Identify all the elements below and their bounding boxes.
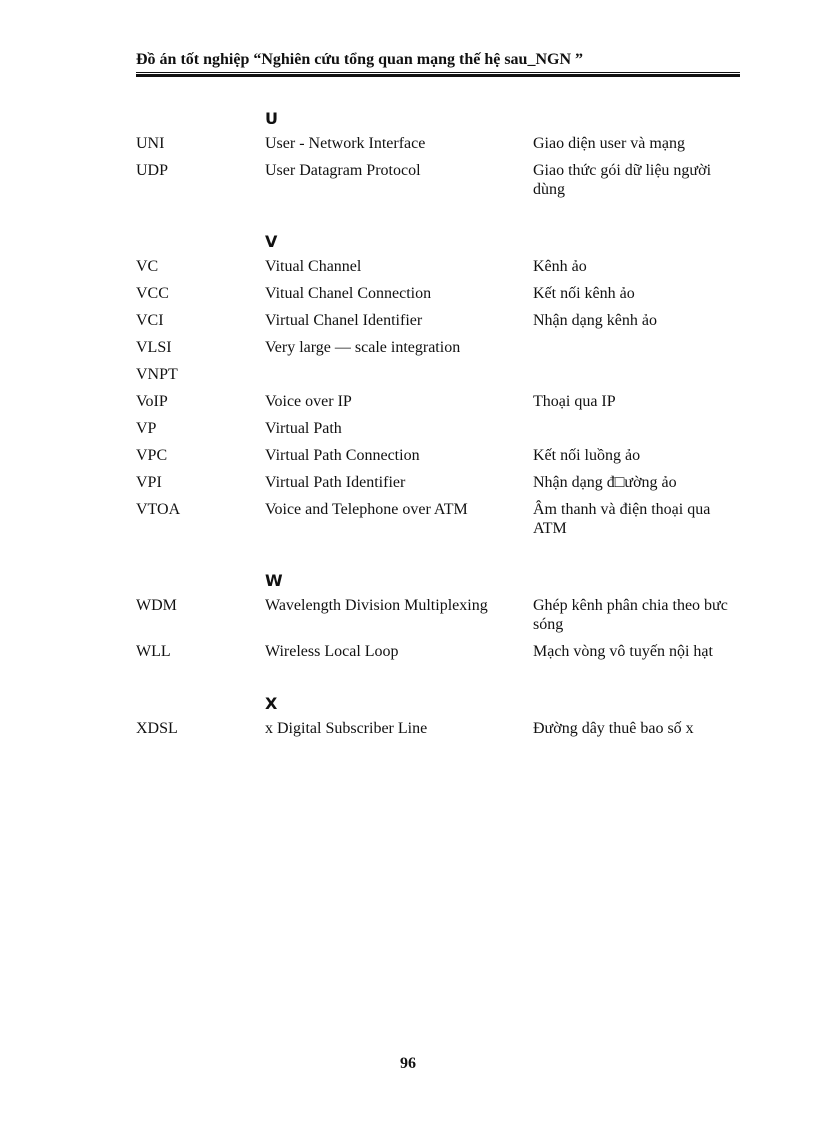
abbreviation: XDSL [136,720,178,737]
glossary-row [136,446,740,465]
english-term: Voice and Telephone over ATM [265,501,468,518]
vietnamese-term: Âm thanh và điện thoại qua ATM [533,501,711,537]
vietnamese-term: Nhận dạng đ□ường ảo [533,474,677,491]
glossary-row [136,338,740,357]
english-term: Virtual Path Identifier [265,474,406,491]
section-letter: X [265,694,278,713]
glossary-row [136,419,740,438]
english-term [265,365,533,384]
abbreviation: UNI [136,135,165,152]
glossary-row [136,392,740,411]
glossary-row [136,134,740,153]
english-term: Wireless Local Loop [265,643,399,660]
glossary-row [136,642,740,661]
glossary-row [136,365,740,384]
glossary-section-x [136,689,740,738]
english-term: Virtual Path Connection [265,447,420,464]
abbreviation: UDP [136,162,169,179]
section-letter: V [265,232,278,251]
vietnamese-term [533,419,740,438]
vietnamese-term: Kênh ảo [533,258,587,275]
glossary-row [136,500,740,538]
english-term: Virtual Chanel Identifier [265,312,423,329]
abbreviation: VLSI [136,339,172,356]
english-term: Vitual Chanel Connection [265,285,432,302]
page-header-title: Đồ án tốt nghiệp “Nghiên cứu tổng quan mạng thế hệ sau_NGN ” [136,51,584,68]
english-term: User Datagram Protocol [265,162,421,179]
vietnamese-term: Giao diện user và mạng [533,135,685,152]
page-number: 96 [400,1055,416,1072]
glossary-section-v [136,227,740,538]
glossary-row [136,311,740,330]
vietnamese-term: Kết nối luồng ảo [533,447,641,464]
english-term: User - Network Interface [265,135,426,152]
vietnamese-term [533,338,740,357]
abbreviation: VNPT [136,366,178,383]
vietnamese-term: Nhận dạng kênh ảo [533,312,657,329]
glossary-row [136,473,740,492]
vietnamese-term: Kết nối kênh ảo [533,285,635,302]
english-term: Voice over IP [265,393,352,410]
abbreviation: VTOA [136,501,181,518]
glossary-row [136,719,740,738]
abbreviation: VCI [136,312,164,329]
vietnamese-term [533,365,740,384]
english-term: Wavelength Division Multiplexing [265,597,488,614]
header-rule-thin [136,72,740,73]
abbreviation: WLL [136,643,171,660]
glossary-row [136,284,740,303]
section-letter: W [265,571,283,590]
vietnamese-term: Đường dây thuê bao số x [533,720,694,737]
glossary-row [136,161,740,199]
section-letter: U [265,109,278,128]
abbreviation: WDM [136,597,177,614]
vietnamese-term: Giao thức gói dữ liệu người dùng [533,162,712,198]
header-rule-thick [136,74,740,77]
glossary-section-w [136,566,740,661]
english-term: Virtual Path [265,420,342,437]
glossary-row [136,596,740,634]
english-term: x Digital Subscriber Line [265,720,428,737]
abbreviation: VCC [136,285,169,302]
glossary-table [136,104,740,746]
abbreviation: VoIP [136,393,168,410]
abbreviation: VP [136,420,157,437]
abbreviation: VPI [136,474,162,491]
vietnamese-term: Mạch vòng vô tuyến nội hạt [533,643,713,660]
vietnamese-term: Thoại qua IP [533,393,616,410]
glossary-row [136,257,740,276]
vietnamese-term: Ghép kênh phân chia theo bưc sóng [533,597,728,633]
abbreviation: VPC [136,447,168,464]
abbreviation: VC [136,258,159,275]
glossary-section-u [136,104,740,199]
english-term: Vitual Channel [265,258,362,275]
english-term: Very large — scale integration [265,339,461,356]
